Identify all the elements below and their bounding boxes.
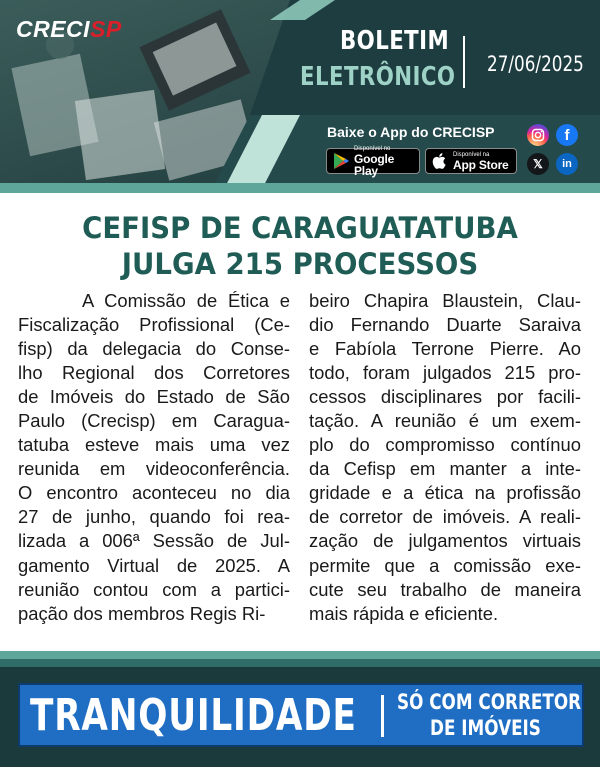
footer-stripe-light <box>0 651 600 659</box>
article-line: lizada a 006ª Sessão de Jul- <box>18 530 290 552</box>
google-play-icon <box>331 151 351 171</box>
article-line: tação. A reunião é um exem- <box>309 410 581 432</box>
article-column-left <box>18 289 290 626</box>
article-line: plo do compromisso contínuo <box>309 434 581 456</box>
google-play-button[interactable] <box>326 145 420 178</box>
banner-main-text: TRANQUILIDADE <box>30 690 357 741</box>
issue-date: 27/06/2025 <box>487 52 584 76</box>
article-line: gridade e a ética na profissão <box>309 482 581 504</box>
newsletter-title-line1: BOLETIM <box>340 26 450 56</box>
article-line: cute seu trabalho de maneira <box>309 578 581 600</box>
banner-sub-line1: SÓ COM CORRETOR <box>397 690 582 714</box>
banner-separator <box>381 695 384 737</box>
article-line: zação de julgamentos virtuais <box>309 530 581 552</box>
article-line: mais rápida e eficiente. <box>309 602 499 624</box>
newsletter-title-line2: ELETRÔNICO <box>300 62 456 92</box>
article-line: tatuba esteve mais uma vez <box>18 434 290 456</box>
instagram-icon[interactable] <box>527 124 549 146</box>
article-line: de corretor de imóveis. A reali- <box>309 506 581 528</box>
tranquilidade-banner[interactable] <box>18 683 584 747</box>
google-play-label: Google Play <box>354 151 395 178</box>
article-line: pação dos membros Regis Ri- <box>18 602 266 624</box>
headline-line2: JULGA 215 PROCESSOS <box>121 247 479 281</box>
article-line: Paulo (Crecisp) em Caragua- <box>18 410 290 432</box>
apple-icon <box>430 151 450 171</box>
article-column-right <box>309 289 581 626</box>
article-line: fisp) da delegacia do Conse- <box>18 338 290 360</box>
article-line: permite que a comissão exe- <box>309 554 581 576</box>
article-line: gamento Virtual de 2025. A <box>18 554 290 576</box>
article-line: reunida em videoconferência. <box>18 458 290 480</box>
google-play-small-label: Disponível no <box>354 145 391 152</box>
article-headline <box>0 210 600 282</box>
footer-stripe-dark <box>0 659 600 667</box>
article-line: beiro Chapira Blaustein, Clau- <box>309 290 581 311</box>
newsletter-title-block <box>300 24 600 104</box>
newsletter-header <box>0 0 600 193</box>
article-line: todo, foram julgados 215 pro- <box>309 362 581 384</box>
article-line: Fiscalização Profissional (Ce- <box>18 314 290 336</box>
article-line: A Comissão de Ética e <box>18 290 290 311</box>
article-line: dio Fernando Duarte Saraiva <box>309 314 581 336</box>
article-line: O encontro aconteceu no dia <box>18 482 290 504</box>
app-download-label: Baixe o App do CRECISP <box>327 124 495 140</box>
article-line: cessos disciplinares por facili- <box>309 386 581 408</box>
app-store-small-label: Disponível na <box>453 151 490 158</box>
article-line: reunião contou com a partici- <box>18 578 290 600</box>
facebook-icon[interactable]: f <box>556 124 578 146</box>
crecisp-logo[interactable]: CRECISP <box>16 16 122 42</box>
article-line: da Cefisp em manter a inte- <box>309 458 581 480</box>
article-line: lho Regional dos Corretores <box>18 362 290 384</box>
article-line: 27 de junho, quando foi rea- <box>18 506 290 528</box>
headline-line1: CEFISP DE CARAGUATATUBA <box>82 211 518 245</box>
linkedin-icon[interactable]: in <box>556 153 578 175</box>
app-store-button[interactable] <box>425 148 517 174</box>
article-line: de Imóveis do Estado de São <box>18 386 290 408</box>
app-store-label: App Store <box>453 157 509 172</box>
article-line: e Fabíola Terrone Pierre. Ao <box>309 338 581 360</box>
banner-sub-line2: DE IMÓVEIS <box>430 716 541 740</box>
title-separator <box>463 36 465 88</box>
x-icon[interactable]: 𝕏 <box>527 153 549 175</box>
